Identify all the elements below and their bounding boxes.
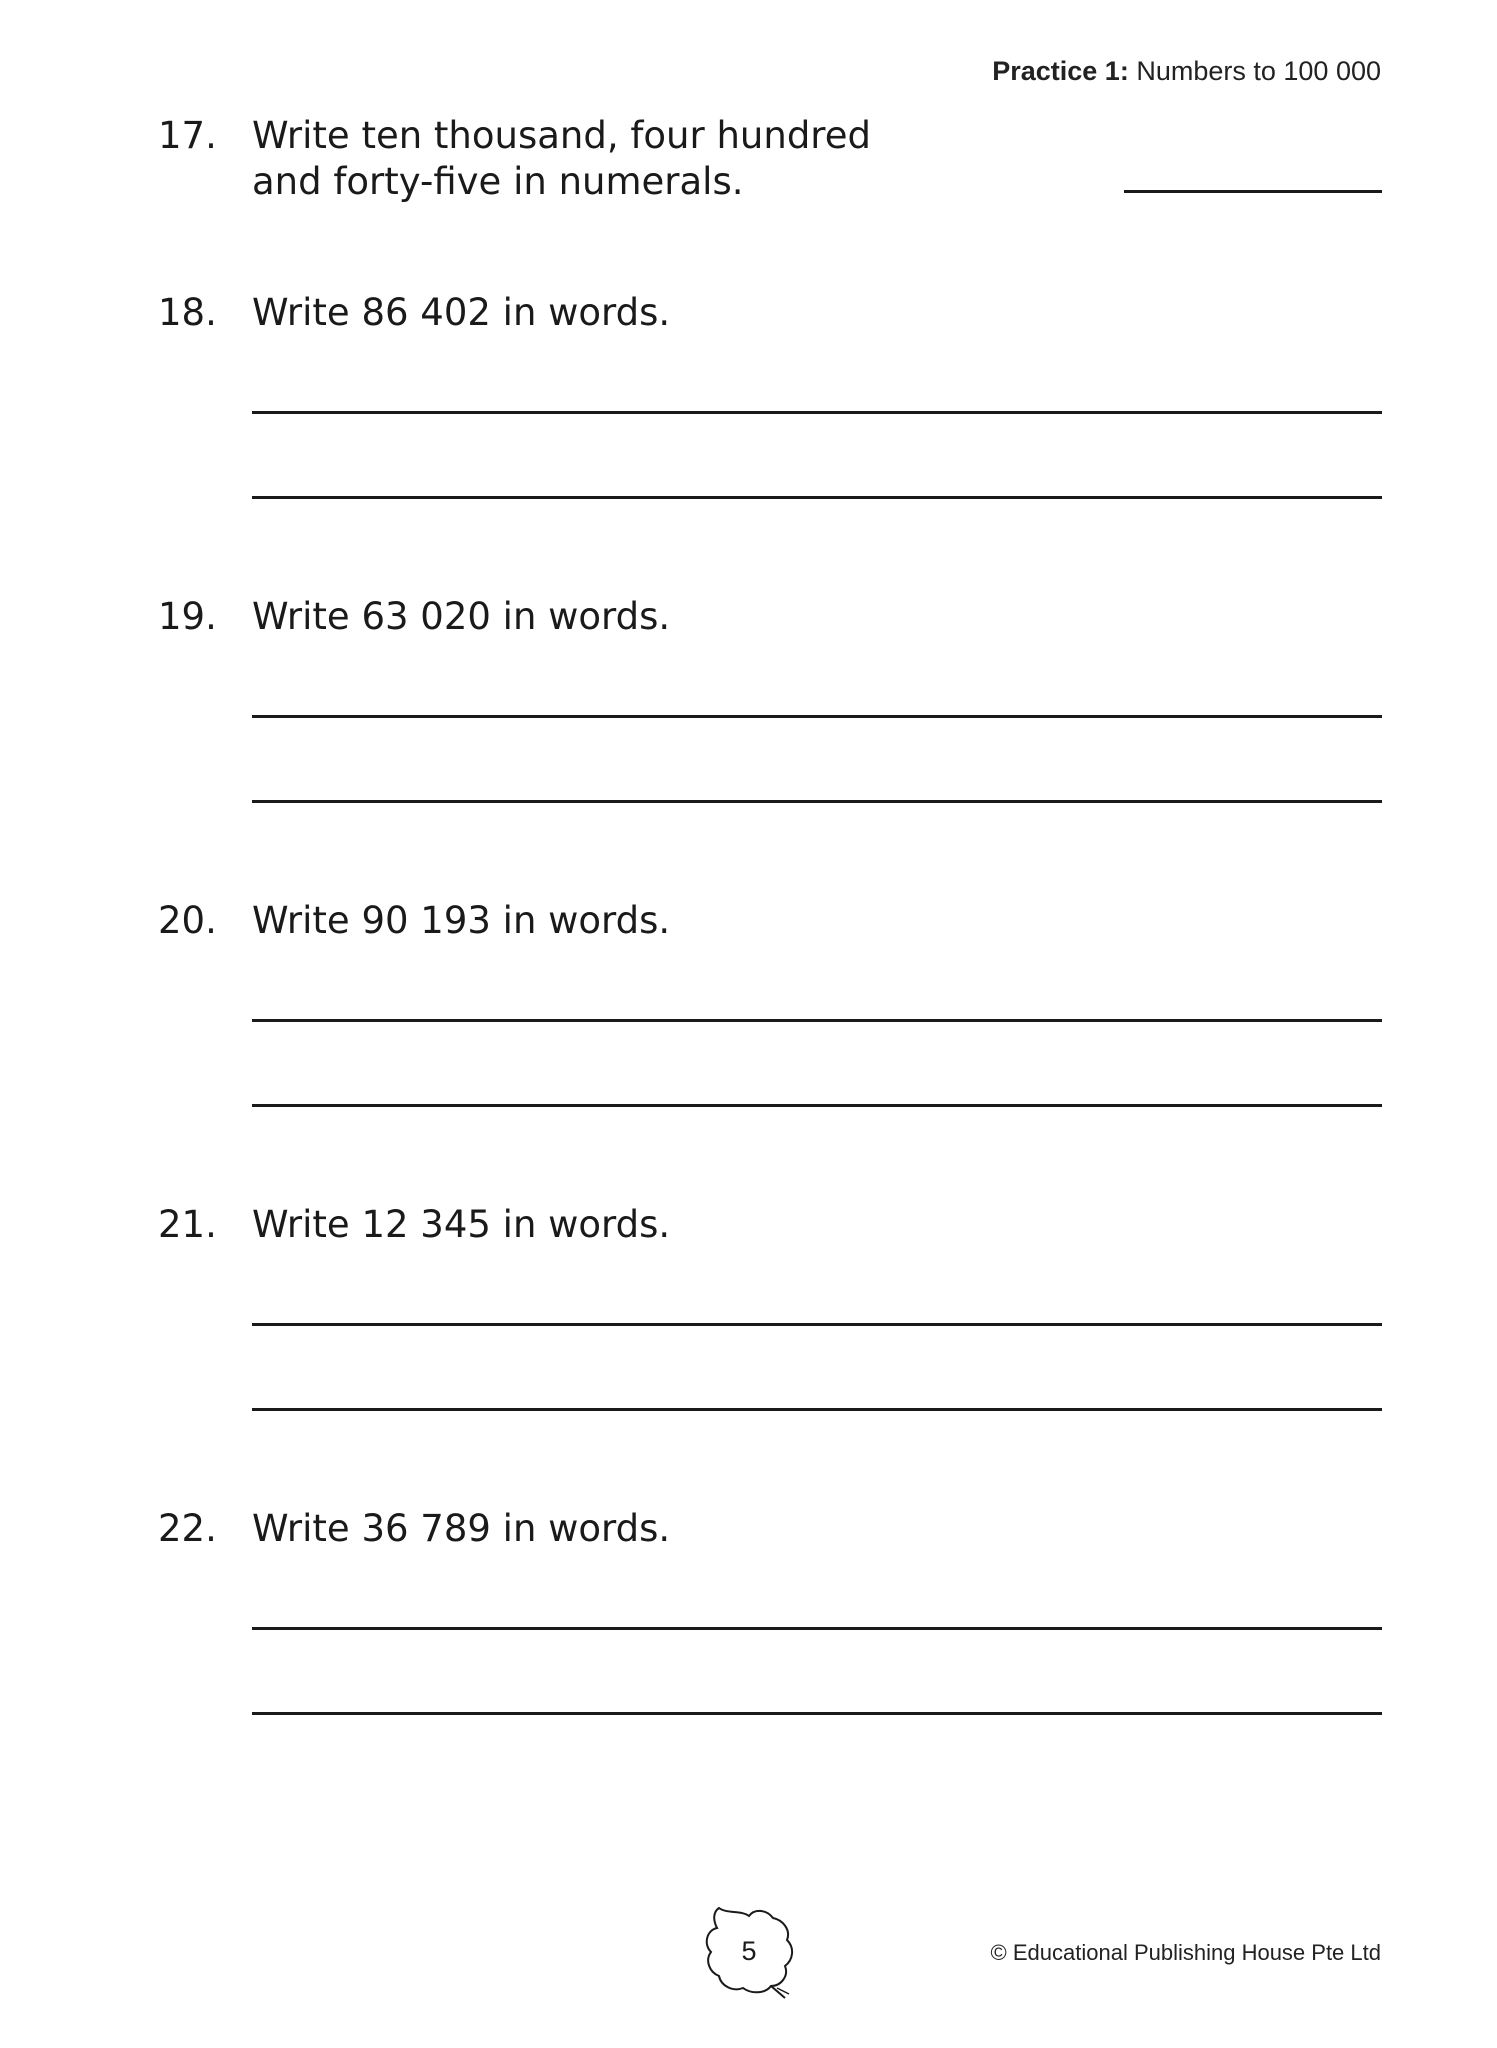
answer-line-20-2[interactable] [252,1104,1382,1107]
question-number: 18. [158,291,217,334]
question-text-line-1: Write ten thousand, four hundred [252,114,871,157]
answer-line-20-1[interactable] [252,1019,1382,1022]
question-text-line-2: and forty-five in numerals. [252,160,744,203]
answer-line-18-1[interactable] [252,411,1382,414]
question-text: Write 86 402 in words. [252,291,671,334]
page-number: 5 [741,1936,757,1966]
answer-line-21-2[interactable] [252,1408,1382,1411]
answer-line-18-2[interactable] [252,496,1382,499]
question-number: 20. [158,899,217,942]
question-number: 17. [158,114,217,157]
question-text: Write 36 789 in words. [252,1507,671,1550]
question-number: 19. [158,595,217,638]
question-text: Write 90 193 in words. [252,899,671,942]
question-text: Write 12 345 in words. [252,1203,671,1246]
answer-line-19-1[interactable] [252,715,1382,718]
answer-line-17[interactable] [1124,190,1382,193]
answer-line-22-2[interactable] [252,1712,1382,1715]
practice-label: Practice 1: [992,56,1129,86]
practice-topic: Numbers to 100 000 [1136,56,1381,86]
question-text: Write 63 020 in words. [252,595,671,638]
answer-line-21-1[interactable] [252,1323,1382,1326]
question-number: 21. [158,1203,217,1246]
copyright-notice: © Educational Publishing House Pte Ltd [990,1940,1381,1965]
answer-line-22-1[interactable] [252,1627,1382,1630]
question-number: 22. [158,1507,217,1550]
answer-line-19-2[interactable] [252,800,1382,803]
page-header [992,56,1381,87]
